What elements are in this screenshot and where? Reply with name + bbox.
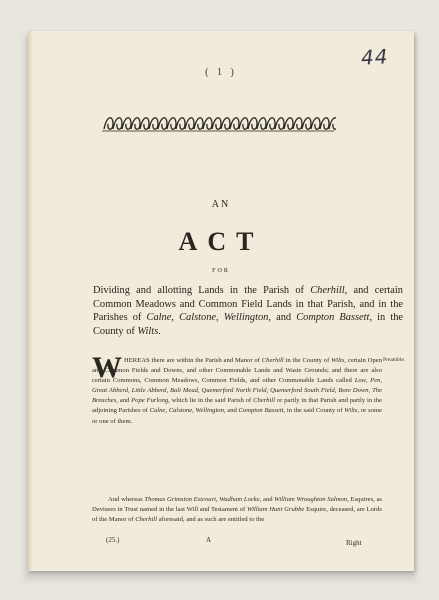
page-edge	[28, 31, 33, 571]
text-run: , Esquires, as Devisees in Trust named in the last Will and Testament of	[92, 496, 382, 514]
signature-mark: (25.)	[106, 536, 120, 544]
text-run: , and	[116, 397, 132, 405]
text-run: HEREAS there are within the Parish and Manor of	[124, 357, 262, 364]
text-run: in the County of	[283, 357, 332, 364]
text-run: , which lie in the said Parish of	[168, 397, 254, 405]
text-run: .	[158, 325, 161, 337]
text-run: Thomas Grimston Estcourt, Wadham Locke	[144, 496, 260, 503]
text-run: ,	[216, 312, 224, 324]
text-run: or partly in that Parish and partly in the adjoining Parishes of	[92, 397, 383, 415]
ornament-border-icon	[100, 113, 336, 135]
drop-cap: W	[92, 351, 122, 384]
heading-act: ACT	[178, 227, 264, 256]
document-page	[28, 31, 414, 571]
text-run: Pope Furlong	[131, 397, 169, 405]
signature-letter: A	[206, 536, 212, 544]
act-description	[93, 284, 403, 338]
text-run: Cherhill	[261, 357, 284, 364]
text-run: , or some or one of them.	[92, 407, 383, 425]
text-run: Compton Bassett	[238, 407, 284, 415]
text-run: , and certain Common Meadows and Common Field Lands in that Parish, and in the Parishes of	[93, 285, 403, 324]
paragraph-1	[92, 356, 382, 427]
text-run: Cherhill	[310, 285, 345, 296]
text-run: Wellington	[223, 312, 269, 324]
text-run: , in the said County of	[283, 407, 345, 415]
handwritten-number: 44	[359, 44, 389, 70]
text-run: Calstone	[179, 312, 217, 324]
text-run: ,	[171, 312, 180, 324]
text-run: And whereas	[108, 496, 145, 503]
text-run: , and	[259, 496, 275, 503]
paragraph-2	[92, 495, 382, 525]
text-run: Cherhill	[135, 516, 158, 524]
heading-for: FOR	[212, 268, 230, 274]
text-run: Calne, Calstone, Wellington	[149, 407, 224, 415]
preamble-label: Preamble.	[383, 357, 406, 363]
text-run: Wilts	[331, 357, 345, 364]
text-run: Dividing and allotting Lands in the Parish of	[93, 285, 311, 296]
page-number: ( 1 )	[205, 67, 237, 78]
text-run: Wilts	[137, 325, 159, 337]
text-run: , and	[223, 407, 239, 415]
text-run: Compton Bassett	[296, 312, 370, 324]
text-run: Wilts	[344, 407, 358, 415]
text-run: Calne	[146, 312, 172, 324]
heading-an: AN	[211, 199, 231, 210]
text-run: William Wroughton Salmon	[274, 496, 348, 503]
text-run: Esquire, deceased, are Lords of the Manor of	[92, 506, 382, 524]
catchword: Right	[346, 539, 362, 547]
text-run: Low, Pen, Great Abberd, Little Abberd, Bali Mead, Quemerford North Field, Quemerford South Field, Bore Down, The Breaches	[92, 377, 382, 405]
text-run: , in the County of	[93, 312, 404, 337]
text-run: aforesaid, and as such are entitled to the	[157, 516, 265, 524]
text-run: Cherhill	[253, 397, 275, 405]
text-run: , certain Open and Common Fields and Downs, and other Commonable Lands and Waste Grounds; and there are also certain Commons, Common Meadows, Common Fields, and other Commonable Lands called	[92, 357, 382, 385]
text-run: William Hunt Grubbe	[246, 506, 305, 514]
text-run: , and	[268, 312, 297, 324]
